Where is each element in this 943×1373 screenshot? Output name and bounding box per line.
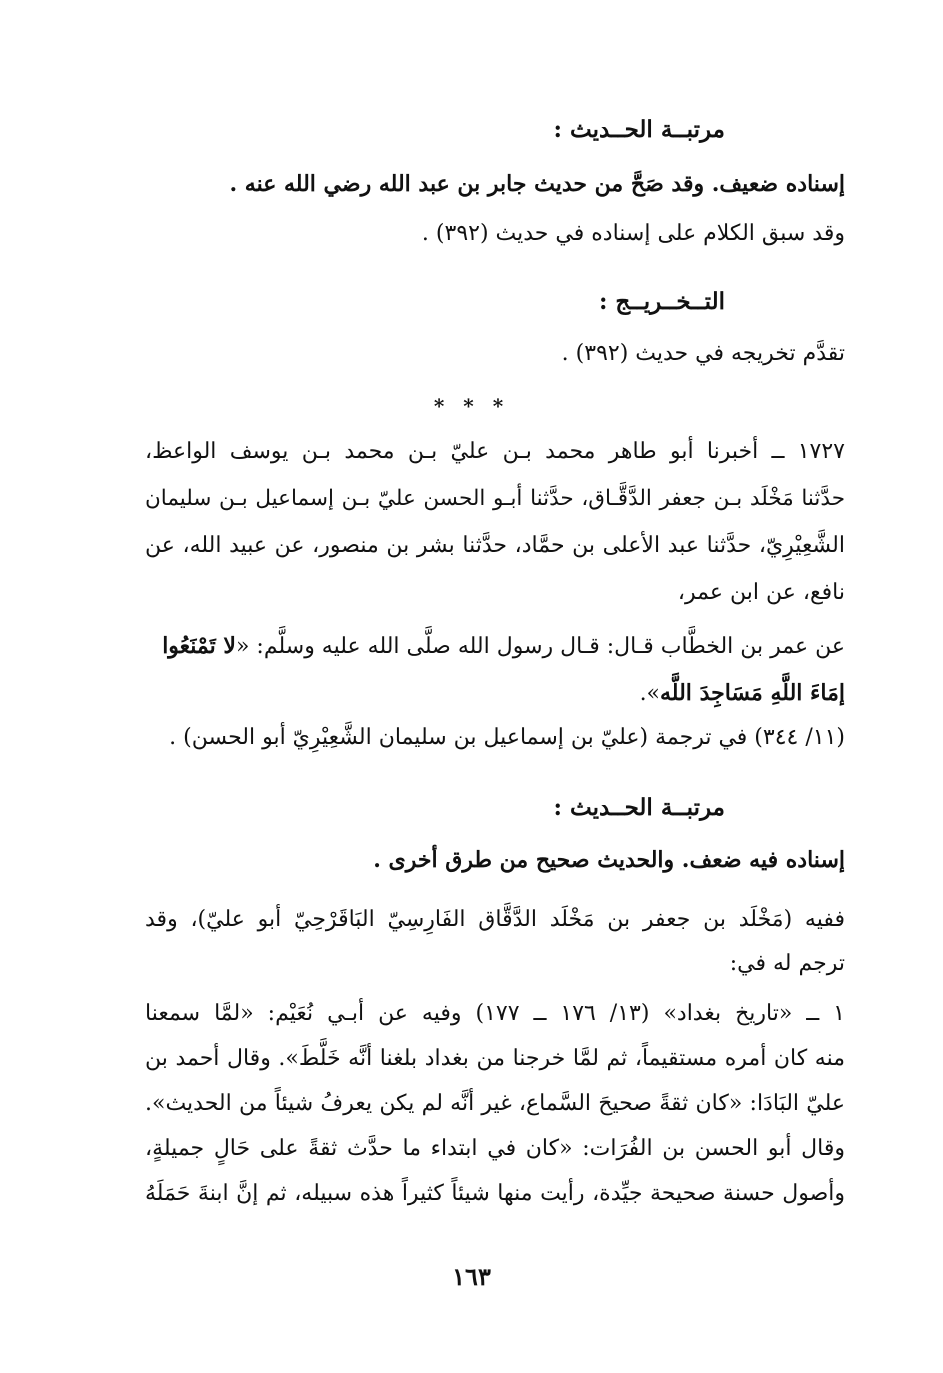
grading-text-2	[145, 218, 845, 250]
grading-text-1	[145, 168, 845, 200]
section-grading-1	[145, 114, 845, 146]
section-takhrij	[145, 286, 845, 318]
grading-line: وقد سبق الكلام على إسناده في حديث (٣٩٢) .	[421, 221, 845, 246]
hadith-reference	[145, 722, 845, 754]
paragraph-line: عليّ البَادَا: «كان ثقةً صحيحَ السَّماع، غير أنَّه لم يكن يعرفُ شيئاً من الحديث».	[145, 1091, 845, 1116]
narrator-paragraph	[145, 904, 845, 980]
isnad-line: نافع، عن ابن عمر،	[677, 580, 845, 605]
matn-intro: عن عمر بن الخطَّاب قـال: قـال رسول الله صلَّى الله عليه وسلَّم: «	[235, 634, 845, 659]
takhrij-heading: التــخــريــج :	[598, 288, 725, 315]
matn-close: ».	[639, 681, 661, 706]
grading-line: إسناده ضعيف. وقد صَحَّ من حديث جابر بن عبد الله رضي الله عنه .	[229, 171, 845, 197]
page-number: ١٦٣	[452, 1262, 491, 1291]
section-separator: * * *	[433, 394, 510, 418]
isnad-line: حدَّثنا مَخْلَد بـن جعفر الدَّقَّـاق، حدَّثنا أبـو الحسن عليّ بـن إسماعيل بـن سليمان	[145, 486, 845, 511]
paragraph-line: ١ ــ «تاريخ بغداد» (١٣/ ١٧٦ ــ ١٧٧) وفيه عن أبـي نُعَيْم: «لمَّا سمعنا	[145, 1001, 845, 1026]
paragraph-line: ففيه (مَخْلَد بن جعفر بن مَخْلَد الدَّقَّاق الفَارِسِيّ البَاقَرْحِيّ أبو عليّ)، وقد	[145, 907, 845, 932]
paragraph-line: ترجم له في:	[729, 951, 845, 976]
narrator-sources	[145, 998, 845, 1210]
section-grading-2	[145, 792, 845, 824]
matn-prophetic-text: إمَاءَ اللَّهِ مَسَاجِدَ اللَّه	[660, 680, 845, 706]
grading-line: إسناده فيه ضعف. والحديث صحيح من طرق أخرى .	[373, 847, 845, 873]
takhrij-text	[145, 338, 845, 370]
hadith-isnad	[145, 436, 845, 609]
grading-heading: مرتبــة الحــديث :	[553, 794, 725, 821]
paragraph-line: وقال أبو الحسن بن الفُرَات: «كان في ابتداء ما حدَّث ثقةً على حَالٍ جميلةٍ،	[145, 1136, 845, 1161]
matn-prophetic-text: لا تَمْنَعُوا	[162, 633, 236, 659]
grading-heading: مرتبــة الحــديث :	[553, 116, 725, 143]
paragraph-line: وأصول حسنة صحيحة جيِّدة، رأيت منها شيئاً كثيراً هذه سبيله، ثم إنَّ ابنةَ حَمَلَهُ	[145, 1181, 845, 1206]
grading-text-3	[145, 844, 845, 876]
matn-line	[145, 677, 845, 710]
matn-line	[145, 630, 845, 663]
takhrij-line: تقدَّم تخريجه في حديث (٣٩٢) .	[561, 341, 845, 366]
hadith-matn	[145, 630, 845, 710]
reference-line: (١١/ ٣٤٤) في ترجمة (عليّ بن إسماعيل بن سليمان الشَّعِيْرِيّ أبو الحسن) .	[169, 725, 845, 750]
isnad-line: الشَّعِيْرِيّ، حدَّثنا عبد الأعلى بن حمَّاد، حدَّثنا بشر بن منصور، عن عبيد الله، عن	[145, 533, 845, 558]
isnad-line: ١٧٢٧ ــ أخبرنا أبو طاهر محمد بـن عليّ بـن محمد بـن يوسف الواعظ،	[145, 439, 845, 464]
paragraph-line: منه كان أمره مستقيماً، ثم لمَّا خرجنا من بغداد بلغنا أنَّه خَلَّطَ». وقال أحمد بن	[145, 1046, 845, 1071]
